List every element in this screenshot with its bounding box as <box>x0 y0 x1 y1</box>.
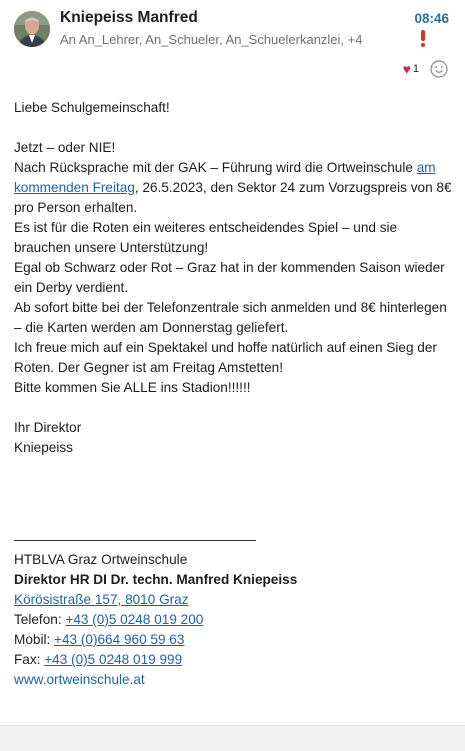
date-link[interactable]: am kommenden Freitag <box>14 160 436 195</box>
paragraph-text: , 26.5.2023, den Sektor 24 zum Vorzugspreis von 8€ pro Person erhalten. <box>14 180 452 215</box>
fax-link[interactable]: +43 (0)5 0248 019 999 <box>44 652 183 667</box>
paragraph-ticket-offer <box>14 158 454 218</box>
closing-name: Kniepeiss <box>14 440 73 455</box>
mobile-label: Mobil: <box>14 632 55 647</box>
headline: Jetzt – oder NIE! <box>14 140 116 155</box>
heart-icon: ♥ <box>402 61 411 77</box>
add-reaction-icon[interactable] <box>429 59 449 79</box>
sender-name[interactable]: Kniepeiss Manfred <box>60 9 198 26</box>
bottom-bar <box>0 725 465 751</box>
address-link[interactable]: Körösistraße 157, 8010 Graz <box>14 592 189 607</box>
signature-school: HTBLVA Graz Ortweinschule <box>14 552 188 567</box>
paragraph-registration: Ab sofort bitte bei der Telefonzentrale sich anmelden und 8€ hinterlegen – die Karten werden am Donnerstag geliefert. <box>14 300 447 335</box>
signature-fax <box>14 650 297 670</box>
greeting: Liebe Schulgemeinschaft! <box>14 100 170 115</box>
paragraph-support: Es ist für die Roten ein weiteres entscheidendes Spiel – und sie brauchen unsere Unterstützung! <box>14 220 398 255</box>
paragraph-opponent: Ich freue mich auf ein Spektakel und hoffe natürlich auf einen Sieg der Roten. Der Gegner ist am Freitag Amstetten! <box>14 340 437 375</box>
fax-label: Fax: <box>14 652 45 667</box>
closing-title: Ihr Direktor <box>14 420 82 435</box>
paragraph-call-to-action: Bitte kommen Sie ALLE ins Stadion!!!!!! <box>14 380 251 395</box>
reaction-badge[interactable] <box>403 60 419 78</box>
message-time: 08:46 <box>414 11 449 26</box>
signature-address <box>14 590 297 610</box>
message-body <box>14 98 454 458</box>
phone-label: Telefon: <box>14 612 66 627</box>
website-link[interactable]: www.ortweinschule.at <box>14 672 145 687</box>
sender-avatar[interactable] <box>14 11 50 47</box>
signature-director: Direktor HR DI Dr. techn. Manfred Kniepeiss <box>14 572 298 587</box>
mobile-link[interactable]: +43 (0)664 960 59 63 <box>54 632 185 647</box>
signature-mobile <box>14 630 297 650</box>
email-signature <box>14 550 297 690</box>
phone-link[interactable]: +43 (0)5 0248 019 200 <box>65 612 204 627</box>
signature-phone <box>14 610 297 630</box>
high-priority-icon <box>419 30 427 48</box>
recipients-line[interactable]: An An_Lehrer, An_Schueler, An_Schuelerkanzlei, +4 <box>60 32 363 47</box>
message-header <box>0 0 465 90</box>
signature-divider <box>14 540 256 541</box>
paragraph-text: Nach Rücksprache mit der GAK – Führung wird die Ortweinschule <box>14 160 417 175</box>
paragraph-derby: Egal ob Schwarz oder Rot – Graz hat in der kommenden Saison wieder ein Derby verdient. <box>14 260 445 295</box>
reaction-count: 1 <box>412 63 419 75</box>
